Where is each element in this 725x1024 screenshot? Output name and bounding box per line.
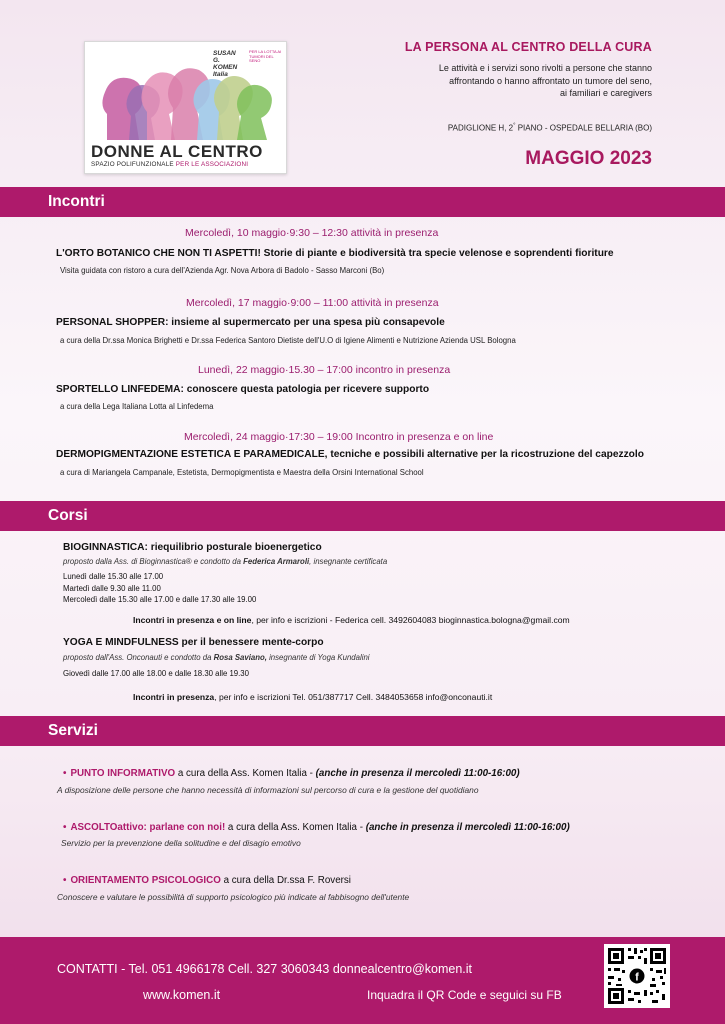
qr-code-graphic [606, 946, 668, 1006]
course-instructor: Federica Armaroli [243, 557, 310, 566]
event-subtitle: a cura di Mariangela Campanale, Estetista, Dermopigmentista e Maestra della Orsini International School [60, 468, 424, 477]
event-title: L'ORTO BOTANICO CHE NON TI ASPETTI! Storie di piante e biodiversità tra specie velenose e soprendenti fioriture [56, 248, 614, 259]
header-description [352, 62, 652, 100]
course-info-rest: , per info e iscrizioni Tel. 051/387717 Cell. 3484053658 info@onconauti.it [214, 692, 493, 702]
course-sub-post: , insegnante certificata [309, 557, 388, 566]
footer-qr-text: Inquadra il QR Code e seguici su FB [367, 988, 562, 1002]
service-name: ASCOLTOattivo: parlane con noi! [70, 822, 226, 833]
schedule-line: Lunedì dalle 15.30 alle 17.00 [63, 572, 164, 581]
course-info [133, 615, 570, 625]
section-heading-corsi: Corsi [0, 501, 725, 531]
logo-subtitle [91, 161, 283, 168]
event-subtitle: a cura della Lega Italiana Lotta al Linfedema [60, 402, 214, 411]
service-item [63, 768, 520, 779]
logo-subtitle-part2: PER LE ASSOCIAZIONI [175, 161, 249, 168]
event-title: DERMOPIGMENTAZIONE ESTETICA E PARAMEDICALE, tecniche e possibili alternative per la ricostruzione del capezzolo [56, 449, 644, 460]
event-subtitle: Visita guidata con ristoro a cura dell'Azienda Agr. Nova Arbora di Badolo - Sasso Marconi (Bo) [60, 266, 385, 275]
service-item [63, 875, 351, 886]
event-date: Mercoledì, 24 maggio·17:30 – 19:00 Incontro in presenza e on line [184, 431, 494, 443]
logo-title: DONNE AL CENTRO [91, 142, 263, 161]
donne-al-centro-logo [84, 41, 287, 174]
service-item [63, 822, 570, 833]
komen-brand-tagline: PER LA LOTTA AI TUMORI DEL SENO [249, 49, 282, 63]
qr-code-icon[interactable] [604, 944, 670, 1008]
service-note: (anche in presenza il mercoledì 11:00-16:00) [315, 768, 520, 779]
course-subtitle [63, 653, 370, 662]
event-subtitle: a cura della Dr.ssa Monica Brighetti e Dr.ssa Federica Santoro Dietiste dell'U.O di Igiene Alimenti e Nutrizione Azienda USL Bologna [60, 336, 516, 345]
service-description: A disposizione delle persone che hanno necessità di informazioni sul percorso di cura e la gestione del quotidiano [57, 785, 479, 795]
schedule-line: Giovedì dalle 17.00 alle 18.00 e dalle 18.30 alle 19.30 [63, 669, 249, 678]
course-sub-pre: proposto dalla Ass. di Bioginnastica® e condotto da [63, 557, 244, 566]
footer-contacts: CONTATTI - Tel. 051 4966178 Cell. 327 3060343 donnealcentro@komen.it [57, 962, 473, 976]
bullet-icon: • [63, 875, 67, 886]
service-by: a cura della Ass. Komen Italia - [175, 768, 316, 779]
komen-brand [213, 49, 283, 78]
course-info [133, 692, 492, 702]
footer-website[interactable]: www.komen.it [143, 988, 221, 1002]
bullet-icon: • [63, 768, 67, 779]
course-info-bold: Incontri in presenza [133, 692, 215, 702]
event-date: Mercoledì, 10 maggio·9:30 – 12:30 attività in presenza [185, 227, 439, 239]
service-description: Servizio per la prevenzione della solitudine e del disagio emotivo [61, 838, 301, 848]
header-description-line: ai familiari e caregivers [559, 88, 652, 98]
service-name: PUNTO INFORMATIVO [70, 768, 176, 779]
logo-subtitle-part1: SPAZIO POLIFUNZIONALE [91, 161, 176, 168]
event-date: Lunedì, 22 maggio·15.30 – 17:00 incontro in presenza [198, 364, 451, 376]
service-by: a cura della Dr.ssa F. Roversi [220, 875, 351, 886]
course-instructor: Rosa Saviano, [213, 653, 267, 662]
course-info-rest: , per info e iscrizioni - Federica cell. 3492604083 bioginnastica.bologna@gmail.com [251, 615, 570, 625]
course-sub-pre: proposto dall'Ass. Onconauti e condotto da [63, 653, 214, 662]
header-month: MAGGIO 2023 [525, 148, 652, 169]
bullet-icon: • [63, 822, 67, 833]
service-description: Conoscere e valutare le possibilità di supporto psicologico più indicate al fabbisogno dell'utente [57, 892, 410, 902]
service-note: (anche in presenza il mercoledì 11:00-16:00) [365, 822, 570, 833]
service-name: ORIENTAMENTO PSICOLOGICO [70, 875, 221, 886]
section-heading-servizi: Servizi [0, 716, 725, 746]
course-title: YOGA E MINDFULNESS per il benessere mente-corpo [63, 637, 324, 648]
location-sup: ° [513, 123, 516, 129]
course-title: BIOGINNASTICA: riequilibrio posturale bioenergetico [63, 542, 322, 553]
location-post: PIANO - OSPEDALE BELLARIA (BO) [515, 123, 652, 133]
course-schedule [63, 668, 249, 680]
header-title: LA PERSONA AL CENTRO DELLA CURA [404, 40, 652, 54]
header-location [448, 123, 652, 133]
section-heading-incontri: Incontri [0, 187, 725, 217]
course-sub-post: insegnante di Yoga Kundalini [266, 653, 370, 662]
course-schedule [63, 571, 256, 606]
course-info-bold: Incontri in presenza e on line [133, 615, 252, 625]
service-by: a cura della Ass. Komen Italia - [225, 822, 366, 833]
komen-brand-name: SUSAN G. KOMEN Italia [213, 50, 238, 78]
event-title: PERSONAL SHOPPER: insieme al supermercato per una spesa più consapevole [56, 317, 445, 328]
schedule-line: Mercoledì dalle 15.30 alle 17.00 e dalle 17.30 alle 19.00 [63, 595, 257, 604]
event-date: Mercoledì, 17 maggio·9:00 – 11:00 attività in presenza [186, 297, 439, 309]
svg-text:f: f [635, 971, 639, 984]
header-description-line: affrontando o hanno affrontato un tumore del seno, [449, 75, 652, 86]
schedule-line: Martedì dalle 9.30 alle 11.00 [63, 583, 161, 593]
header-description-line: Le attività e i servizi sono rivolti a persone che stanno [438, 63, 652, 73]
event-title: SPORTELLO LINFEDEMA: conoscere questa patologia per ricevere supporto [56, 384, 430, 395]
course-subtitle [63, 557, 387, 566]
location-pre: PADIGLIONE H, 2 [447, 123, 514, 133]
